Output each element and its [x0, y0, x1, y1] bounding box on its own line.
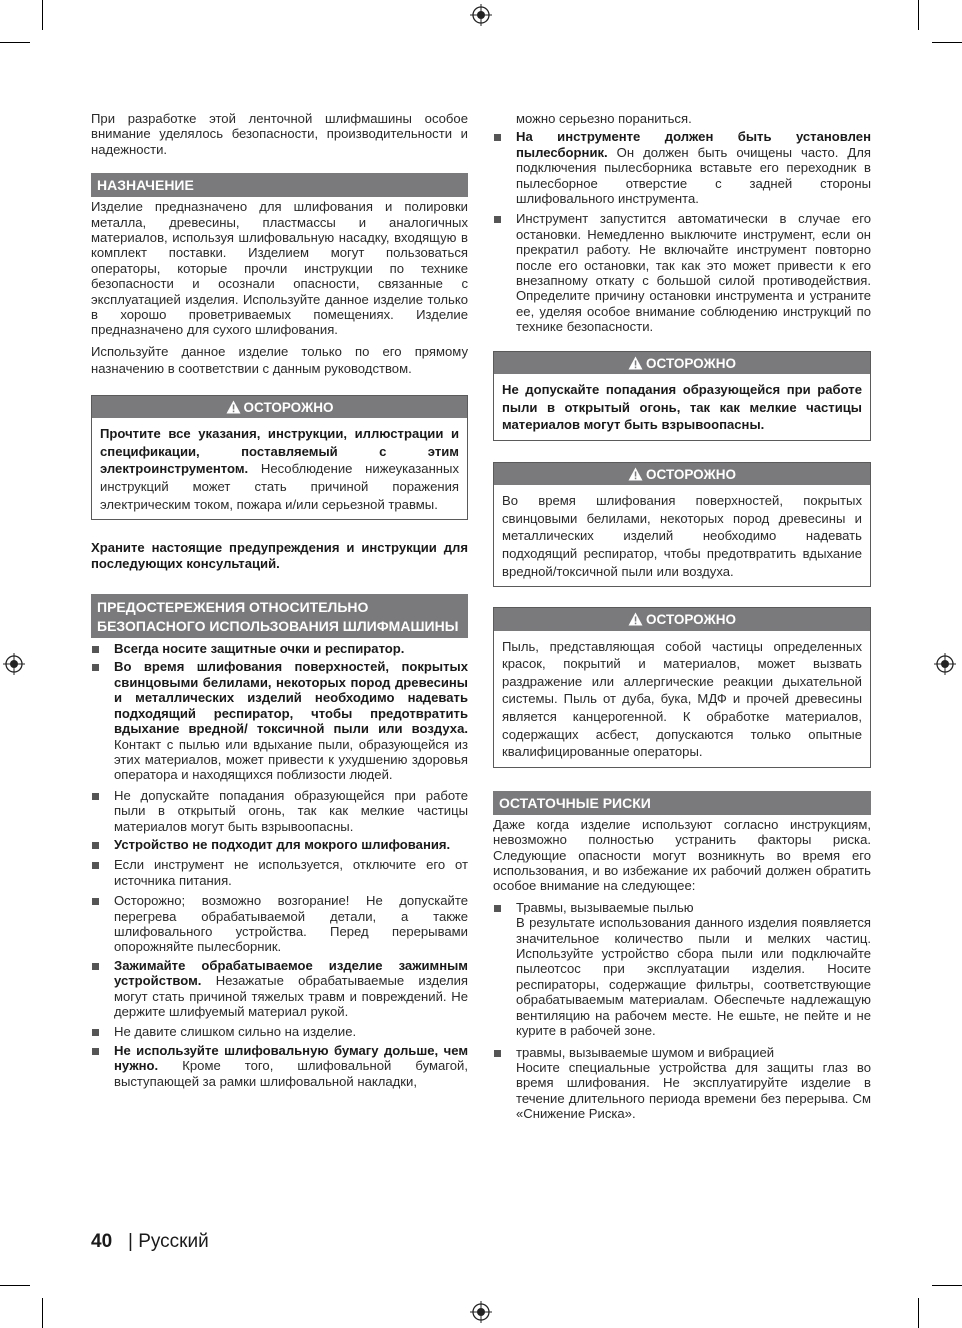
safety-list-continued	[493, 129, 871, 334]
risk-text: Носите специальные устройства для защиты глаз во время шлифования. Не эксплуатируйте изделие в течение длительного периода времени без перерыва. См «Снижение Риска».	[516, 1059, 871, 1122]
continued-text: можно серьезно пораниться.	[516, 111, 692, 126]
list-item-bold: На инструменте должен быть установлен пылесборник.	[516, 129, 871, 160]
list-item-text: Контакт с пылью или вдыхание пыли, образующейся из этих материалов, может привести к ухудшению здоровья оператора и находящихся поблизости людей.	[114, 736, 468, 783]
list-item	[493, 129, 871, 206]
list-item-text: Не давите слишком сильно на изделие.	[114, 1024, 357, 1040]
warning-triangle-icon	[628, 467, 643, 481]
crop-mark	[918, 0, 919, 30]
warning-title	[92, 396, 467, 418]
risks-intro: Даже когда изделие используют согласно инструкциям, невозможно полностью устранить факторы риска. Следующие опасности могут возникнуть во время его использования, и во избежание их рабочий должен обратить особое внимание на следующее:	[493, 816, 871, 894]
warning-label: ОСТОРОЖНО	[646, 466, 736, 482]
list-item	[91, 641, 468, 656]
crop-mark	[42, 1298, 43, 1328]
list-item	[91, 837, 468, 852]
keep-instructions-notice	[91, 540, 468, 571]
purpose-paragraph: Используйте данное изделие только по его прямому назначению в соответствии с данным руководством.	[91, 343, 468, 376]
warning-label: ОСТОРОЖНО	[646, 355, 736, 371]
warning-title	[494, 352, 870, 374]
warning-title	[494, 463, 870, 485]
list-item-text: Он должен быть очищены часто. Для подключения пылесборника вставьте его переходник в пылесборное отверстие с задней стороны шлифовального инструмента.	[516, 144, 871, 207]
registration-mark-icon	[470, 1301, 492, 1323]
section-heading-residual-risks: ОСТАТОЧНЫЕ РИСКИ	[493, 791, 871, 815]
warning-text: Пыль, представляющая собой частицы определенных красок, покрытий и материалов, может вызвать раздражение или аллергические реакции дыхательной системы. Пыль от дуба, бука, МДФ и прочей древесины является канцерогенной. К обработке материалов, содержащих асбест, допускаются только опытные квалифицированные операторы.	[502, 638, 862, 760]
warning-box	[91, 395, 468, 520]
warning-title	[494, 608, 870, 630]
list-item	[91, 788, 468, 834]
left-column	[91, 111, 468, 1089]
list-item	[493, 1045, 871, 1122]
list-item-text: Кроме того, шлифовальной бумагой, выступающей за рамки шлифовальной накладки,	[114, 1058, 468, 1089]
list-item-bold: Зажимайте обрабатываемое изделие зажимным устройством.	[114, 957, 468, 989]
right-column	[493, 111, 871, 1122]
list-item-text: Если инструмент не используется, отключите его от источника питания.	[114, 857, 468, 888]
warning-triangle-icon	[628, 356, 643, 370]
warning-body-text: Несоблюдение нижеуказанных инструкций может стать причиной поражения электрическим током, пожара и/или серьезной травмы.	[100, 461, 459, 512]
list-item	[91, 659, 468, 782]
warning-text	[92, 418, 467, 519]
list-item-bold: Устройство не подходит для мокрого шлифования.	[114, 836, 451, 852]
crop-mark	[42, 0, 43, 30]
list-item	[91, 958, 468, 1020]
list-item	[91, 1024, 468, 1039]
intro-paragraph: При разработке этой ленточной шлифмашины особое внимание уделялось безопасности, производительности и надежности.	[91, 111, 468, 157]
warning-text: Во время шлифования поверхностей, покрытых свинцовыми белилами, некоторых пород древесины и металлических изделий необходимо надевать подходящий респиратор, чтобы предотвратить вдыхание вредной/токсичной пыли или воздуха.	[502, 493, 862, 579]
registration-mark-icon	[470, 4, 492, 26]
crop-mark	[0, 1285, 30, 1286]
risk-title: травмы, вызываемые шумом и вибрацией	[516, 1044, 775, 1060]
section-heading-safety: ПРЕДОСТЕРЕЖЕНИЯ ОТНОСИТЕЛЬНО БЕЗОПАСНОГО ИСПОЛЬЗОВАНИЯ ШЛИФМАШИНЫ	[91, 594, 468, 638]
list-item-text: Не допускайте попадания образующейся при работе пыли в открытый огонь, так как мелкие частицы материалов могут быть взрывоопасны.	[114, 787, 468, 834]
warning-triangle-icon	[628, 612, 643, 626]
warning-bold-text: Прочтите все указания, инструкции, иллюстрации и спецификации, поставляемый с этим электроинструментом.	[100, 426, 459, 477]
list-item-bold: Не используйте шлифовальную бумагу дольше, чем нужно.	[114, 1042, 468, 1074]
registration-mark-icon	[3, 653, 25, 675]
registration-mark-icon	[934, 653, 956, 675]
keep-instructions-text: Храните настоящие предупреждения и инструкции для последующих консультаций.	[91, 540, 468, 571]
warning-box	[493, 462, 871, 587]
list-item-bold: Во время шлифования поверхностей, покрытых свинцовыми белилами, некоторых пород древесины и металлических изделий необходимо надевать подходящий респиратор, чтобы предотвратить вдыхание вредной/ токсичной пыли или воздуха.	[114, 659, 468, 737]
warning-bold-text: Не допускайте попадания образующейся при работе пыли в открытый огонь, так как мелкие частицы материалов могут быть взрывоопасны.	[502, 382, 862, 433]
list-item	[91, 893, 468, 955]
list-item-text: Осторожно; возможно возгорание! Не допускайте перегрева обрабатываемой детали, а также шлифовального устройства. Перед перерывами опорожняйте пылесборник.	[114, 893, 468, 955]
crop-mark	[0, 42, 30, 43]
warning-box	[493, 351, 871, 441]
risk-text: В результате использования данного изделия появляется значительное количество пыли и мелких частиц. Используйте устройство сбора пыли или подключайте пылеотсос при эксплуатации изделия. Носите респираторы, содержащие фильтры, соответствующие обрабатываемым материалам. Обеспечьте надлежащую вентиляцию на рабочем месте. Не ешьте, не пейте и не курите в рабочей зоне.	[516, 915, 871, 1039]
risk-title: Травмы, вызываемые пылью	[516, 899, 694, 915]
crop-mark	[918, 1298, 919, 1328]
risks-list	[493, 900, 871, 1122]
warning-text	[494, 374, 870, 440]
warning-label: ОСТОРОЖНО	[646, 612, 736, 628]
purpose-paragraph: Изделие предназначено для шлифования и полировки металла, древесины, пластмассы и аналогичных материалов, используя шлифовальную насадку, входящую в комплект поставки. Изделием могут пользоваться операторы, которые прочли инструкции по технике безопасности и осознали опасности, связанные с эксплуатацией изделия. Используйте данное изделие только в хорошо проветриваемых помещениях. Изделие предназначено для сухого шлифования.	[91, 199, 468, 338]
warning-box	[493, 607, 871, 768]
warning-label: ОСТОРОЖНО	[243, 399, 334, 415]
page-number: 40	[91, 1231, 113, 1252]
page-footer	[91, 1231, 209, 1253]
crop-mark	[932, 42, 962, 43]
crop-mark	[932, 1285, 962, 1286]
list-item	[493, 900, 871, 1039]
list-item	[91, 1043, 468, 1089]
safety-list	[91, 641, 468, 1089]
section-heading-purpose: НАЗНАЧЕНИЕ	[91, 173, 468, 197]
language-label: | Русский	[127, 1231, 209, 1252]
list-item-text: Инструмент запустится автоматически в случае его остановки. Немедленно выключите инструмент, если он прекратил работу. Не включайте инструмент повторно после его остановки, так как это может привести к его внезапному откату с большой силой противодействия. Определите причину остановки инструмента и устраните ее, уделяя особое внимание соблюдению инструкций по технике безопасности.	[516, 211, 871, 335]
list-item-text: Незажатые обрабатываемые изделия могут стать причиной тяжелых травм и повреждений. Не держите шлифуемый материал рукой.	[114, 973, 468, 1019]
warning-triangle-icon	[226, 400, 241, 414]
list-item-bold: Всегда носите защитные очки и респиратор.	[114, 641, 405, 657]
list-item	[91, 857, 468, 888]
list-item	[493, 211, 871, 334]
